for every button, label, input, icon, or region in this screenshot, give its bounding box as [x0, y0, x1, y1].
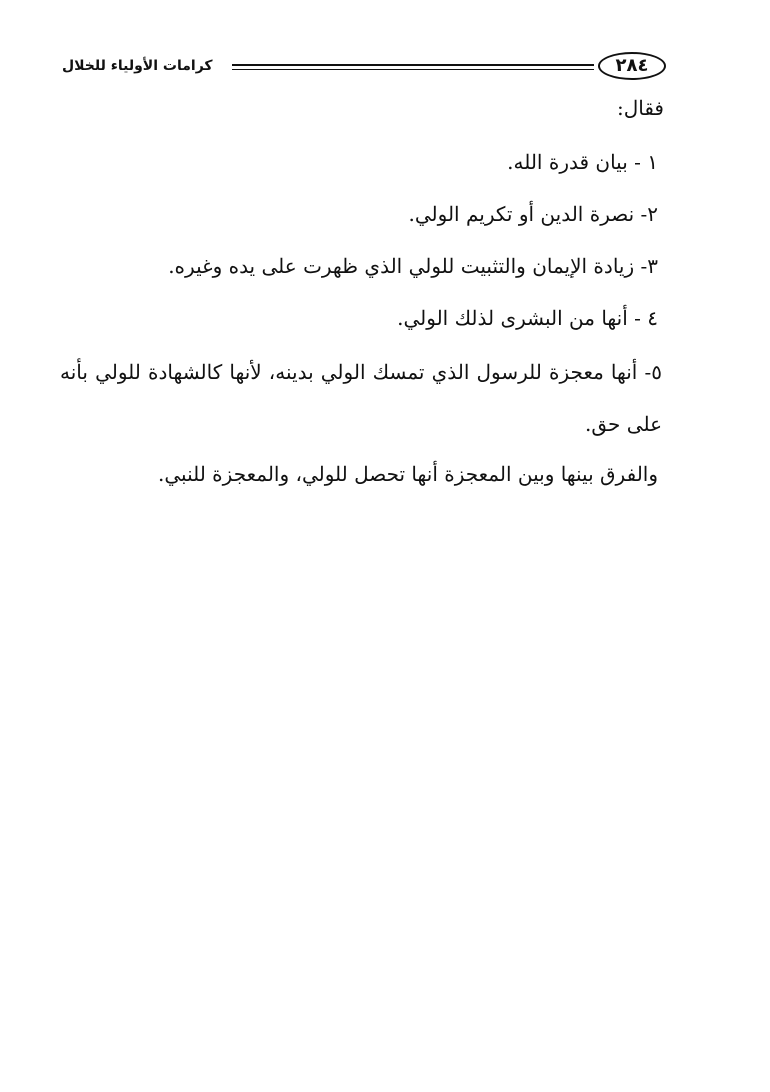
intro-line: فقال:	[616, 96, 664, 120]
page-number: ٢٨٤	[598, 52, 666, 80]
running-title: كرامات الأولياء للخلال	[62, 58, 213, 74]
running-header	[62, 52, 666, 88]
closing-paragraph: والفرق بينها وبين المعجزة أنها تحصل للولي، والمعجزة للنبي.	[158, 462, 658, 486]
list-item-2: ٢- نصرة الدين أو تكريم الولي.	[408, 202, 658, 226]
list-item-1: ١ - بيان قدرة الله.	[507, 150, 658, 174]
list-item-5: ٥- أنها معجزة للرسول الذي تمسك الولي بدينه، لأنها كالشهادة للولي بأنه على حق.	[60, 360, 662, 436]
list-item-4: ٤ - أنها من البشرى لذلك الولي.	[397, 306, 658, 330]
list-item-3: ٣- زيادة الإيمان والتثبيت للولي الذي ظهرت على يده وغيره.	[168, 254, 658, 278]
header-rule	[232, 64, 594, 66]
header-rule-thin	[232, 69, 594, 70]
